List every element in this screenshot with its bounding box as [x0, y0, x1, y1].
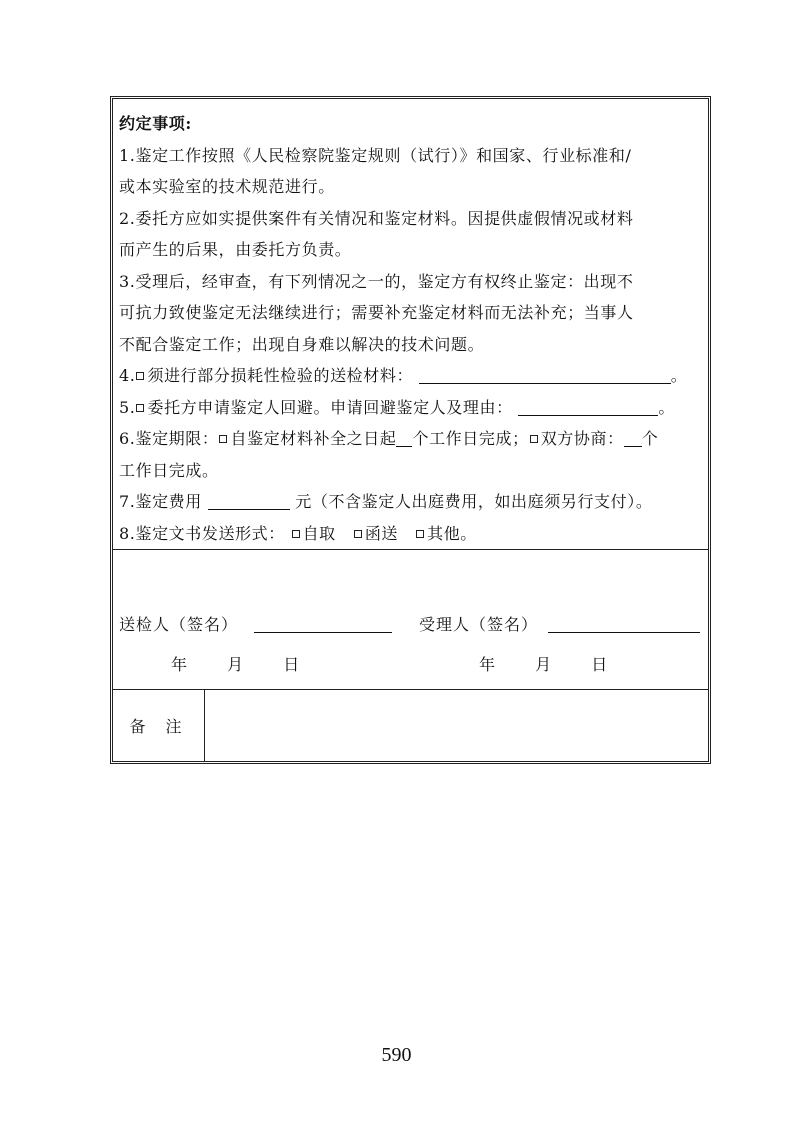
recusal-checkbox[interactable]: [136, 404, 144, 412]
term-6-text-a: 6.鉴定期限：: [119, 429, 219, 448]
option-mail: 函送: [364, 523, 399, 543]
submitter-year: 年: [171, 655, 188, 674]
deadline-negotiated-checkbox[interactable]: [530, 435, 538, 443]
terms-line-3: 2.委托方应如实提供案件有关情况和鉴定材料。因提供虚假情况或材料: [119, 208, 634, 228]
term-4-text: 须进行部分损耗性检验的送检材料：: [147, 366, 414, 385]
deadline-from-completion-checkbox[interactable]: [219, 435, 227, 443]
recusal-reason-field[interactable]: [518, 397, 658, 416]
submitter-signature-field[interactable]: [254, 614, 392, 633]
receiver-label: 受理人（签名）: [419, 615, 539, 634]
other-checkbox[interactable]: [416, 530, 424, 538]
term-4-period: 。: [670, 366, 688, 385]
term-6-text-b: 自鉴定材料补全之日起: [230, 429, 397, 448]
terms-line-2: 或本实验室的技术规范进行。: [119, 177, 335, 196]
submitter-signature-row: [119, 612, 392, 635]
appraisal-agreement-form: [110, 96, 711, 764]
destructive-materials-field[interactable]: [419, 365, 671, 384]
term-6-text-c: 个工作日完成；: [412, 429, 529, 448]
remarks-field[interactable]: [205, 690, 708, 761]
term-6-text-e: 个: [641, 429, 659, 448]
agreement-terms-section: [113, 99, 708, 550]
remarks-label: 备注: [113, 690, 205, 761]
receiver-month: 月: [535, 655, 552, 674]
receiver-signature-row: [419, 612, 700, 635]
destructive-testing-checkbox[interactable]: [136, 372, 144, 380]
pickup-checkbox[interactable]: [292, 530, 300, 538]
submitter-label: 送检人（签名）: [119, 615, 239, 634]
term-8-prefix: 8.鉴定文书发送形式：: [119, 523, 285, 543]
mail-checkbox[interactable]: [354, 530, 362, 538]
workdays-field[interactable]: [396, 428, 412, 447]
receiver-year: 年: [479, 655, 496, 674]
fee-amount-field[interactable]: [208, 491, 290, 510]
term-fee: [119, 486, 708, 518]
term-recusal: [119, 392, 708, 424]
receiver-date[interactable]: [479, 652, 642, 675]
submitter-day: 日: [283, 655, 300, 674]
option-pickup: 自取: [302, 523, 336, 543]
term-delivery: [119, 518, 708, 550]
term-7-suffix: 元（不含鉴定人出庭费用，如出庭须另行支付）。: [295, 492, 653, 511]
terms-line-7: 不配合鉴定工作；出现自身难以解决的技术问题。: [119, 334, 485, 354]
receiver-day: 日: [591, 655, 608, 674]
submitter-month: 月: [227, 655, 244, 674]
signature-section: [113, 550, 708, 690]
receiver-signature-field[interactable]: [548, 614, 700, 633]
term-5-period: 。: [658, 397, 675, 417]
page-number: 590: [381, 1044, 412, 1066]
negotiated-workdays-field[interactable]: [624, 428, 642, 447]
term-5-text: 委托方申请鉴定人回避。申请回避鉴定人及理由：: [147, 397, 513, 417]
terms-heading: 约定事项:: [119, 114, 192, 133]
term-6-text-d: 双方协商：: [540, 429, 624, 448]
submitter-date[interactable]: [171, 652, 334, 675]
term-deadline-cont: 工作日完成。: [119, 460, 219, 480]
term-deadline: [119, 423, 708, 455]
remarks-row: [113, 690, 708, 761]
terms-line-1: 1.鉴定工作按照《人民检察院鉴定规则（试行）》和国家、行业标准和/: [119, 145, 632, 165]
terms-line-5: 3.受理后，经审查，有下列情况之一的，鉴定方有权终止鉴定：出现不: [119, 271, 634, 291]
term-4-number: 4.: [119, 366, 136, 385]
option-other: 其他。: [427, 523, 477, 543]
term-5-number: 5.: [119, 397, 136, 417]
term-7-prefix: 7.鉴定费用: [119, 492, 202, 511]
terms-line-6: 可抗力致使鉴定无法继续进行；需要补充鉴定材料而无法补充；当事人: [119, 303, 634, 322]
term-destructive-testing: [119, 360, 708, 392]
terms-line-4: 而产生的后果，由委托方负责。: [119, 240, 352, 259]
